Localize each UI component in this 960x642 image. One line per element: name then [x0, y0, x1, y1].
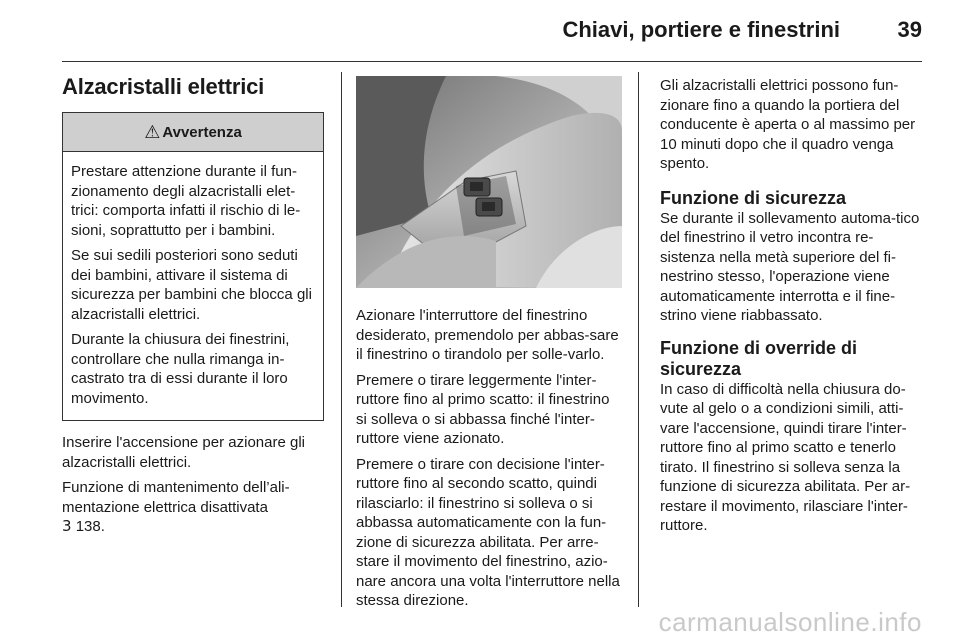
header-divider: [62, 61, 922, 62]
body-paragraph: Premere o tirare con decisione l'inter-ruttore fino al secondo scatto, quindi rilasciarlo: il finestrino si solleva o si abbassa automaticamente con la fun-zione di sicurezza abilitata. Per arre-stare il movimento del finestrino, azio-nare ancora una volta l'interruttore nella stessa direzione.: [356, 455, 620, 609]
body-paragraph: Funzione di mantenimento dell’ali-mentazione elettrica disattivata: [62, 479, 290, 516]
column-divider: [341, 72, 342, 607]
body-paragraph: Azionare l'interruttore del finestrino desiderato, premendolo per abbas-sare il finestrino o tirandolo per solle-varlo.: [356, 307, 619, 363]
body-paragraph: Inserire l'accensione per azionare gli alzacristalli elettrici.: [62, 434, 305, 471]
body-paragraph: Premere o tirare leggermente l'inter-ruttore fino al primo scatto: il finestrino si solleva o si abbassa finché l'inter-ruttore viene azionato.: [356, 371, 610, 447]
warning-header: [63, 113, 323, 152]
override-heading: Funzione di override di sicurezza: [660, 337, 858, 379]
warning-triangle-icon: ⚠: [144, 121, 161, 142]
warning-paragraph: Prestare attenzione durante il fun-zionamento degli alzacristalli elet-trici: comporta infatti il rischio di le-sioni, soprattutto per i bambini.: [71, 163, 301, 239]
window-switch-photo: [356, 76, 622, 288]
door-panel-illustration: [356, 76, 622, 288]
warning-paragraph: Se sui sedili posteriori sono seduti dei bambini, attivare il sistema di sicurezza per bambini che blocca gli alzacristalli elettrici.: [71, 247, 312, 323]
warning-body: [63, 152, 323, 420]
column-divider: [638, 72, 639, 607]
safety-text: Se durante il sollevamento automa-tico del finestrino il vetro incontra re-sistenza nella metà superiore del fi-nestrino stesso, l'operazione viene automaticamente interrotta e il fine-strino viene riabbassato.: [660, 209, 920, 324]
watermark: carmanualsonline.info: [658, 607, 922, 637]
warning-paragraph: Durante la chiusura dei finestrini, controllare che nulla rimanga in-castrato tra di essi durante il loro movimento.: [71, 331, 290, 407]
safety-heading: Funzione di sicurezza: [660, 187, 847, 208]
section-title: Alzacristalli elettrici: [62, 74, 265, 99]
column-middle: [356, 76, 622, 617]
page-reference-arrow-icon: 3: [62, 517, 72, 535]
column-right: [660, 76, 922, 542]
body-paragraph: Gli alzacristalli elettrici possono fun-zionare fino a quando la portiera del conducente è aperta o al massimo per 10 minuti dopo che il quadro venga spento.: [660, 77, 916, 172]
page-number: 39: [897, 17, 922, 42]
warning-title: Avvertenza: [162, 123, 242, 141]
column-left: [62, 72, 324, 543]
page-reference[interactable]: [62, 517, 324, 537]
override-text: In caso di difficoltà nella chiusura do-vute al gelo o a condizioni simili, atti-vare l'accensione, quindi tirare l'inter-ruttore fino al primo scatto e tenerlo tirato. Il finestrino si solleva senza la funzione di sicurezza abilitata. Per ar-restare il movimento, rilasciare l'inter-ruttore.: [660, 380, 911, 534]
header-title: Chiavi, portiere e finestrini: [562, 17, 840, 42]
warning-box: [62, 112, 324, 421]
page-reference-number: 138.: [75, 518, 105, 535]
